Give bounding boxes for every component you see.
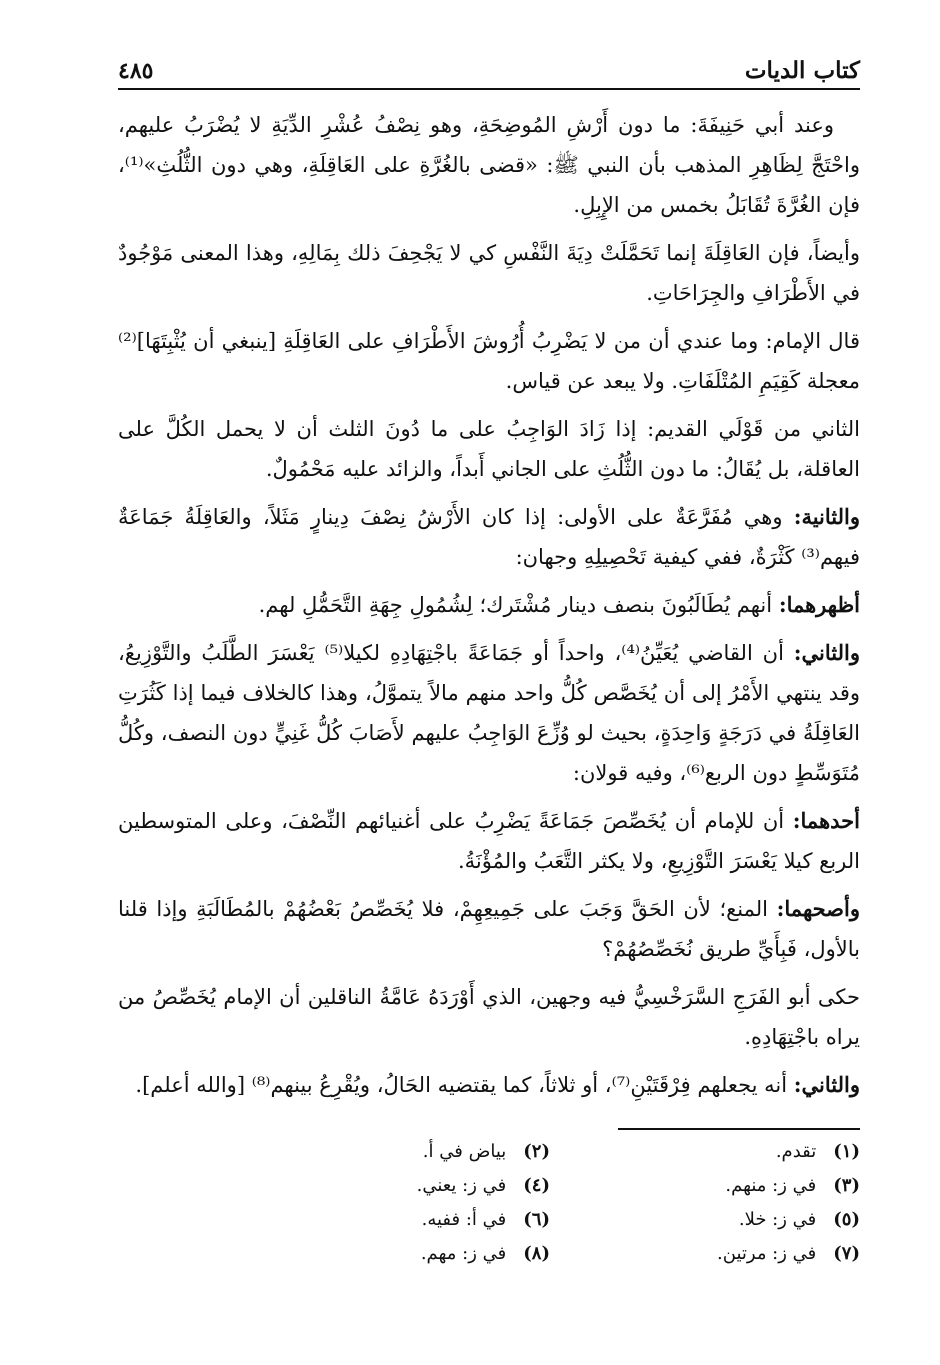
footnote-text: في ز: مرتين. <box>717 1243 817 1264</box>
footnotes <box>300 1138 860 1268</box>
paragraph-lead: أظهرهما: <box>778 592 860 617</box>
footnote-number: (٣) <box>833 1175 860 1196</box>
footnote-text: في أ: ففيه. <box>421 1209 507 1230</box>
footnote-number: (٢) <box>523 1141 550 1162</box>
paragraph <box>118 321 860 401</box>
footnote-text: في ز: خلا. <box>738 1209 817 1230</box>
paragraph <box>118 105 860 225</box>
paragraph <box>118 233 860 313</box>
footnote-number: (٨) <box>523 1243 550 1264</box>
running-header <box>118 40 860 90</box>
footnote-divider <box>618 1128 860 1130</box>
paragraph-lead: أحدهما: <box>792 808 860 833</box>
paragraph-lead: والثاني: <box>793 1072 860 1097</box>
footnote-number: (٤) <box>523 1175 550 1196</box>
main-text <box>118 105 860 1113</box>
paragraph-text: قال الإمام: وما عندي أن من لا يَضْرِبُ أُرُوشَ الأَطْرَافِ على العَاقِلَةِ [ينبغي أن يُثْبِتَهَا]⁽²⁾ معجلة كَقِيَمِ المُتْلَفَاتِ. ولا يبعد عن قياس. <box>118 329 860 393</box>
footnote-number: (٦) <box>523 1209 550 1230</box>
footnote <box>610 1138 860 1166</box>
footnote <box>300 1172 550 1200</box>
footnote-text: في ز: منهم. <box>725 1175 817 1196</box>
paragraph-text: المنع؛ لأن الحَقَّ وَجَبَ على جَمِيعِهِمْ، فلا يُخَصِّصُ بَعْضُهُمْ بالمُطَالَبَةِ وإذا قلنا بالأول، فَبِأَيِّ طريق نُخَصِّصُهُمْ؟ <box>118 897 860 961</box>
footnote-text: بياض في أ. <box>422 1141 507 1162</box>
paragraph <box>118 1065 860 1105</box>
footnote-number: (١) <box>833 1141 860 1162</box>
footnote <box>610 1206 860 1234</box>
paragraph <box>118 977 860 1057</box>
paragraph <box>118 801 860 881</box>
footnote <box>300 1240 550 1268</box>
paragraph <box>118 497 860 577</box>
page-number: ٤٨٥ <box>118 58 154 84</box>
paragraph-text: حكى أبو الفَرَجِ السَّرَخْسِيُّ فيه وجهين، الذي أَوْرَدَهُ عَامَّةُ الناقلين أن الإمام يُخَصِّصُ من يراه باجْتِهَادِهِ. <box>118 985 860 1049</box>
paragraph <box>118 633 860 793</box>
paragraph <box>118 889 860 969</box>
paragraph-text: وعند أبي حَنِيفَةَ: ما دون أَرْشِ المُوضِحَةِ، وهو نِصْفُ عُشْرِ الدِّيَةِ لا يُضْرَبُ عليهم، واحْتَجَّ لِظَاهِرِ المذهب بأن النبي ﷺ: «قضى بالغُرَّةِ على العَاقِلَةِ، وهي دون الثُّلُثِ»⁽¹⁾، فإن الغُرَّةَ تُقَابَلُ بخمس من الإِبِلِ. <box>118 113 860 217</box>
footnote <box>610 1172 860 1200</box>
paragraph-text: وهي مُفَرَّعَةٌ على الأولى: إذا كان الأَرْشُ نِصْفَ دِينارٍ مَثَلاً، والعَاقِلَةُ جَمَاعَةٌ فيهم⁽³⁾ كَثْرَةٌ، ففي كيفية تَحْصِيلِهِ وجهان: <box>118 505 860 569</box>
footnote-number: (٧) <box>833 1243 860 1264</box>
footnote-number: (٥) <box>833 1209 860 1230</box>
paragraph-text: وأيضاً، فإن العَاقِلَةَ إنما تَحَمَّلَتْ دِيَةَ النَّفْسِ كي لا يَجْحِفَ ذلك بِمَالِهِ، وهذا المعنى مَوْجُودٌ في الأَطْرَافِ والجِرَاحَاتِ. <box>118 241 860 305</box>
paragraph-text: أنه يجعلهم فِرْقَتَيْنِ⁽⁷⁾، أو ثلاثاً، كما يقتضيه الحَالُ، ويُقْرِعُ بينهم⁽⁸⁾ [والله أعلم]. <box>135 1073 788 1097</box>
book-title: كتاب الديات <box>744 57 860 84</box>
footnote-text: في ز: يعني. <box>416 1175 507 1196</box>
paragraph-text: أن القاضي يُعَيِّنُ⁽⁴⁾، واحداً أو جَمَاعَةً باجْتِهَادِهِ لكيلا⁽⁵⁾ يَعْسَرَ الطَّلَبُ والتَّوْزِيعُ، وقد ينتهي الأَمْرُ إلى أن يُخَصَّص كُلُّ واحد منهم مالاً يتموَّلُ، وهذا كالخلاف فيما إذا كَثُرَتِ العَاقِلَةُ في دَرَجَةٍ وَاحِدَةٍ، بحيث لو وُزِّعَ الوَاجِبُ عليهم لأَصَابَ كُلُّ غَنِيٍّ دون النصف، وكُلُّ مُتَوَسِّطٍ دون الربع⁽⁶⁾، وفيه قولان: <box>118 641 860 785</box>
paragraph-text: أن للإمام أن يُخَصِّصَ جَمَاعَةً يَضْرِبُ على أغنيائهم النِّصْفَ، وعلى المتوسطين الربع كيلا يَعْسَرَ التَّوْزِيعِ، ولا يكثر التَّعَبُ والمُؤْنَةُ. <box>118 809 860 873</box>
paragraph <box>118 409 860 489</box>
paragraph-lead: وأصحهما: <box>776 896 860 921</box>
footnote-text: تقدم. <box>775 1141 817 1162</box>
paragraph-lead: والثاني: <box>793 640 860 665</box>
paragraph-text: أنهم يُطَالَبُونَ بنصف دينار مُشْتَرك؛ لِشُمُولِ جِهَةِ التَّحَمُّلِ لهم. <box>258 593 773 617</box>
paragraph <box>118 585 860 625</box>
footnote-text: في ز: مهم. <box>420 1243 507 1264</box>
paragraph-lead: والثانية: <box>793 504 860 529</box>
paragraph-text: الثاني من قَوْلَي القديم: إذا زَادَ الوَاجِبُ على ما دُونَ الثلث أن لا يحمل الكُلَّ على العاقلة، بل يُقَالُ: ما دون الثُّلُثِ على الجاني أَبداً، والزائد عليه مَحْمُولٌ. <box>118 417 860 481</box>
footnote <box>610 1240 860 1268</box>
footnote <box>300 1138 550 1166</box>
footnote <box>300 1206 550 1234</box>
